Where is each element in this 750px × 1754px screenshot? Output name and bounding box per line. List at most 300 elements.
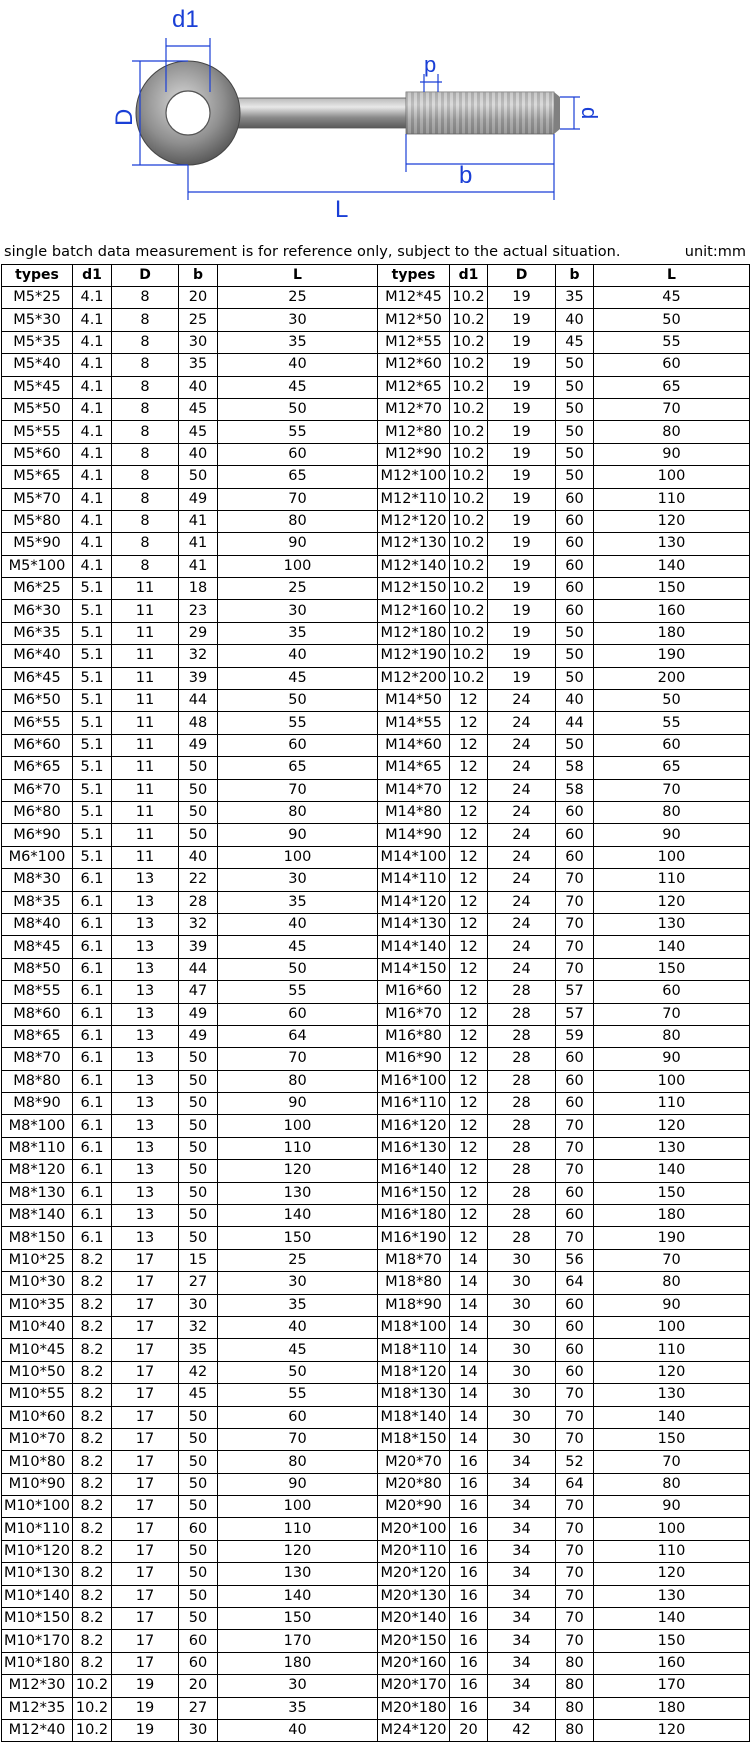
table-cell: 10.2 [450,622,488,644]
table-cell: 19 [112,1720,179,1742]
table-cell: 70 [556,958,594,980]
table-cell: M18*140 [378,1406,450,1428]
table-cell: 190 [594,1227,750,1249]
table-cell: 10.2 [450,443,488,465]
table-cell: 5.1 [73,622,112,644]
table-cell: M6*55 [2,712,73,734]
table-cell: 70 [594,779,750,801]
table-row [2,1137,750,1159]
table-cell: 19 [488,667,556,689]
table-cell: 19 [488,488,556,510]
table-cell: 24 [488,801,556,823]
table-cell: 8 [112,287,179,309]
table-cell: M10*50 [2,1361,73,1383]
table-cell: M20*80 [378,1473,450,1495]
table-cell: 5.1 [73,667,112,689]
table-cell: 27 [179,1272,218,1294]
table-cell: 16 [450,1540,488,1562]
table-cell: M16*100 [378,1070,450,1092]
table-row [2,1675,750,1697]
table-cell: 4.1 [73,331,112,353]
table-cell: 70 [556,869,594,891]
column-header-d: D [488,265,556,287]
table-cell: 70 [556,913,594,935]
table-cell: 80 [218,801,378,823]
table-cell: 13 [112,1137,179,1159]
table-cell: 10.2 [450,667,488,689]
table-cell: 23 [179,600,218,622]
table-row [2,981,750,1003]
table-row [2,510,750,532]
table-header-row [2,265,750,287]
table-cell: 13 [112,1003,179,1025]
table-cell: 13 [112,1025,179,1047]
table-cell: 12 [450,1093,488,1115]
table-cell: 65 [218,757,378,779]
table-cell: 11 [112,578,179,600]
table-cell: 19 [488,555,556,577]
table-cell: 35 [218,1294,378,1316]
table-cell: 140 [594,1406,750,1428]
table-cell: 8 [112,510,179,532]
table-cell: 10.2 [450,398,488,420]
table-cell: 28 [488,1182,556,1204]
table-cell: 13 [112,1160,179,1182]
table-cell: 90 [594,443,750,465]
table-cell: M10*40 [2,1316,73,1338]
table-cell: 5.1 [73,779,112,801]
table-cell: M16*70 [378,1003,450,1025]
table-row [2,712,750,734]
table-cell: 10.2 [450,488,488,510]
table-cell: 150 [594,1182,750,1204]
table-cell: 28 [488,1160,556,1182]
table-cell: 70 [594,398,750,420]
table-cell: 70 [594,1003,750,1025]
table-cell: 60 [556,1339,594,1361]
table-cell: M10*90 [2,1473,73,1495]
table-cell: M6*45 [2,667,73,689]
table-cell: M8*35 [2,891,73,913]
table-cell: M14*60 [378,734,450,756]
table-cell: 24 [488,846,556,868]
table-cell: 70 [594,1249,750,1271]
table-cell: 19 [112,1675,179,1697]
table-cell: 50 [179,466,218,488]
table-cell: M12*30 [2,1675,73,1697]
table-cell: 16 [450,1630,488,1652]
table-cell: 110 [218,1137,378,1159]
table-cell: 50 [179,1093,218,1115]
table-cell: 11 [112,622,179,644]
table-cell: M12*40 [2,1720,73,1742]
table-cell: 47 [179,981,218,1003]
table-cell: 12 [450,1205,488,1227]
table-cell: 5.1 [73,690,112,712]
table-cell: M8*70 [2,1048,73,1070]
table-cell: 130 [218,1563,378,1585]
table-cell: 19 [488,398,556,420]
table-cell: 30 [218,869,378,891]
table-cell: 120 [594,1361,750,1383]
table-cell: 70 [556,891,594,913]
table-cell: 34 [488,1473,556,1495]
table-cell: 30 [179,1720,218,1742]
table-cell: 35 [179,354,218,376]
table-cell: 20 [179,1675,218,1697]
table-cell: 10.2 [450,331,488,353]
table-cell: M14*110 [378,869,450,891]
table-row [2,1272,750,1294]
table-cell: 80 [594,1272,750,1294]
table-cell: 50 [179,1160,218,1182]
table-cell: M5*60 [2,443,73,465]
table-cell: 60 [218,1003,378,1025]
table-cell: M6*100 [2,846,73,868]
label-d1: d1 [172,6,199,33]
table-cell: 100 [594,1070,750,1092]
table-cell: 30 [218,1675,378,1697]
table-cell: 17 [112,1339,179,1361]
table-cell: 4.1 [73,466,112,488]
table-cell: 34 [488,1563,556,1585]
table-cell: 120 [218,1160,378,1182]
table-cell: 60 [594,981,750,1003]
table-cell: 6.1 [73,1160,112,1182]
table-cell: 90 [218,824,378,846]
table-cell: 100 [594,1518,750,1540]
table-cell: 50 [179,1182,218,1204]
table-cell: 80 [556,1652,594,1674]
table-cell: 44 [179,690,218,712]
table-cell: 8.2 [73,1608,112,1630]
table-cell: 65 [218,466,378,488]
table-cell: 50 [556,667,594,689]
table-cell: M14*130 [378,913,450,935]
table-cell: M20*140 [378,1608,450,1630]
table-cell: 25 [218,1249,378,1271]
table-cell: 16 [450,1451,488,1473]
table-cell: 19 [488,645,556,667]
table-cell: M5*100 [2,555,73,577]
table-cell: 8 [112,398,179,420]
table-cell: 19 [488,622,556,644]
table-cell: 70 [556,1540,594,1562]
table-cell: 45 [179,421,218,443]
table-cell: 24 [488,824,556,846]
table-cell: 16 [450,1697,488,1719]
table-cell: 170 [218,1630,378,1652]
table-cell: 40 [218,1316,378,1338]
table-cell: 50 [179,1496,218,1518]
table-cell: 24 [488,936,556,958]
table-cell: 6.1 [73,1137,112,1159]
table-row [2,913,750,935]
unit-label: unit:mm [684,244,746,260]
table-cell: 11 [112,757,179,779]
table-cell: 120 [594,510,750,532]
table-cell: 41 [179,533,218,555]
table-cell: 17 [112,1608,179,1630]
table-cell: 50 [179,1563,218,1585]
table-cell: 30 [488,1384,556,1406]
table-cell: 140 [594,1608,750,1630]
table-cell: 34 [488,1451,556,1473]
table-cell: M10*70 [2,1428,73,1450]
table-cell: 90 [218,1093,378,1115]
table-row [2,287,750,309]
table-cell: 24 [488,958,556,980]
table-cell: M6*65 [2,757,73,779]
table-cell: M14*80 [378,801,450,823]
table-cell: 6.1 [73,1182,112,1204]
table-cell: 13 [112,1048,179,1070]
table-cell: M12*80 [378,421,450,443]
table-cell: 110 [594,1093,750,1115]
table-cell: 19 [488,533,556,555]
table-cell: M16*150 [378,1182,450,1204]
table-cell: 70 [556,1115,594,1137]
table-cell: 80 [594,421,750,443]
eye-bolt-diagram [0,0,750,240]
table-cell: 13 [112,891,179,913]
table-cell: M12*65 [378,376,450,398]
table-cell: 50 [218,1361,378,1383]
table-row [2,1428,750,1450]
table-row [2,779,750,801]
table-cell: 8.2 [73,1652,112,1674]
table-cell: 17 [112,1473,179,1495]
table-cell: 12 [450,869,488,891]
table-cell: 70 [556,1384,594,1406]
table-cell: 5.1 [73,734,112,756]
table-cell: 100 [594,466,750,488]
table-cell: M8*90 [2,1093,73,1115]
table-cell: 50 [179,801,218,823]
table-cell: M14*150 [378,958,450,980]
table-cell: M10*100 [2,1496,73,1518]
table-cell: 60 [556,578,594,600]
table-cell: 12 [450,936,488,958]
table-cell: 12 [450,1115,488,1137]
table-cell: 45 [556,331,594,353]
table-row [2,1697,750,1719]
table-row [2,1205,750,1227]
table-cell: 50 [179,1227,218,1249]
table-cell: 8.2 [73,1406,112,1428]
table-cell: M24*120 [378,1720,450,1742]
table-cell: 12 [450,846,488,868]
table-row [2,331,750,353]
table-cell: 8.2 [73,1473,112,1495]
table-cell: 4.1 [73,533,112,555]
table-cell: M5*55 [2,421,73,443]
table-cell: 8.2 [73,1563,112,1585]
table-cell: 70 [556,1518,594,1540]
table-cell: 100 [594,1316,750,1338]
table-cell: 140 [594,555,750,577]
table-row [2,1451,750,1473]
table-cell: M16*130 [378,1137,450,1159]
table-cell: 80 [218,510,378,532]
table-cell: 35 [218,891,378,913]
table-cell: 17 [112,1384,179,1406]
table-cell: M12*140 [378,555,450,577]
table-cell: M6*70 [2,779,73,801]
table-cell: 8 [112,488,179,510]
table-cell: 13 [112,1182,179,1204]
table-cell: M8*45 [2,936,73,958]
table-cell: 34 [488,1585,556,1607]
label-L: L [335,196,349,223]
table-cell: 50 [179,824,218,846]
table-cell: M10*150 [2,1608,73,1630]
table-cell: 28 [488,1048,556,1070]
table-cell: 28 [488,1070,556,1092]
column-header-b: b [179,265,218,287]
table-cell: M12*90 [378,443,450,465]
table-cell: 39 [179,936,218,958]
table-cell: 30 [179,1294,218,1316]
table-cell: 12 [450,1182,488,1204]
table-cell: 8.2 [73,1249,112,1271]
table-cell: 50 [179,1406,218,1428]
table-cell: 24 [488,690,556,712]
table-cell: 10.2 [450,287,488,309]
table-cell: 140 [594,1160,750,1182]
table-row [2,824,750,846]
table-cell: M12*130 [378,533,450,555]
table-cell: 8.2 [73,1384,112,1406]
table-cell: 4.1 [73,555,112,577]
table-cell: 12 [450,824,488,846]
table-cell: 14 [450,1428,488,1450]
table-row [2,466,750,488]
table-cell: 14 [450,1361,488,1383]
table-row [2,1294,750,1316]
table-cell: M18*110 [378,1339,450,1361]
table-cell: M6*90 [2,824,73,846]
table-cell: 8 [112,466,179,488]
table-cell: 80 [594,1473,750,1495]
table-cell: 30 [488,1406,556,1428]
table-row [2,309,750,331]
table-cell: 17 [112,1316,179,1338]
table-cell: 8.2 [73,1272,112,1294]
table-cell: 6.1 [73,1070,112,1092]
table-cell: 11 [112,846,179,868]
table-cell: 50 [179,1608,218,1630]
table-cell: 29 [179,622,218,644]
table-cell: 10.2 [450,466,488,488]
table-row [2,1316,750,1338]
column-header-d: D [112,265,179,287]
table-row [2,1630,750,1652]
table-row [2,1720,750,1742]
table-cell: 45 [179,1384,218,1406]
table-cell: 40 [556,309,594,331]
table-cell: M8*130 [2,1182,73,1204]
table-cell: M12*160 [378,600,450,622]
table-cell: M12*45 [378,287,450,309]
table-cell: 12 [450,757,488,779]
table-cell: 8 [112,443,179,465]
table-cell: 13 [112,1205,179,1227]
table-cell: 170 [594,1675,750,1697]
table-cell: 34 [488,1496,556,1518]
table-cell: 50 [556,622,594,644]
table-cell: 19 [488,443,556,465]
table-cell: 50 [556,354,594,376]
table-cell: 110 [594,1339,750,1361]
table-cell: M6*60 [2,734,73,756]
table-cell: 60 [218,443,378,465]
table-cell: 6.1 [73,958,112,980]
table-cell: 80 [556,1697,594,1719]
table-cell: 6.1 [73,1115,112,1137]
table-cell: 12 [450,779,488,801]
table-cell: M12*100 [378,466,450,488]
table-cell: 5.1 [73,757,112,779]
table-cell: 4.1 [73,376,112,398]
table-cell: 40 [218,913,378,935]
table-row [2,757,750,779]
table-cell: 45 [218,376,378,398]
table-cell: 34 [488,1652,556,1674]
table-cell: 100 [218,555,378,577]
table-row [2,376,750,398]
column-header-d1: d1 [73,265,112,287]
table-cell: 180 [594,1205,750,1227]
table-cell: 55 [218,1384,378,1406]
table-cell: 10.2 [450,578,488,600]
table-cell: 6.1 [73,1205,112,1227]
table-cell: 60 [556,1093,594,1115]
table-cell: 70 [556,1227,594,1249]
table-cell: 24 [488,913,556,935]
table-cell: 120 [594,1563,750,1585]
table-cell: 17 [112,1406,179,1428]
table-cell: M5*70 [2,488,73,510]
table-cell: 34 [488,1608,556,1630]
table-cell: 8 [112,309,179,331]
table-cell: 50 [179,1473,218,1495]
table-cell: 70 [556,1630,594,1652]
table-cell: M18*130 [378,1384,450,1406]
table-cell: 90 [218,1473,378,1495]
table-cell: 50 [179,1540,218,1562]
table-cell: 65 [594,757,750,779]
label-d: d [577,107,602,120]
table-cell: 60 [556,600,594,622]
table-cell: 16 [450,1608,488,1630]
table-cell: 40 [179,443,218,465]
table-cell: 20 [179,287,218,309]
table-cell: 17 [112,1249,179,1271]
table-cell: 130 [594,913,750,935]
table-cell: 12 [450,1025,488,1047]
table-cell: M5*30 [2,309,73,331]
table-cell: 70 [556,1496,594,1518]
label-p: p [424,52,437,77]
table-cell: 34 [488,1630,556,1652]
table-cell: 14 [450,1384,488,1406]
table-cell: 150 [594,1428,750,1450]
table-cell: 12 [450,1070,488,1092]
table-cell: 20 [450,1720,488,1742]
table-cell: 50 [594,309,750,331]
table-cell: 5.1 [73,846,112,868]
